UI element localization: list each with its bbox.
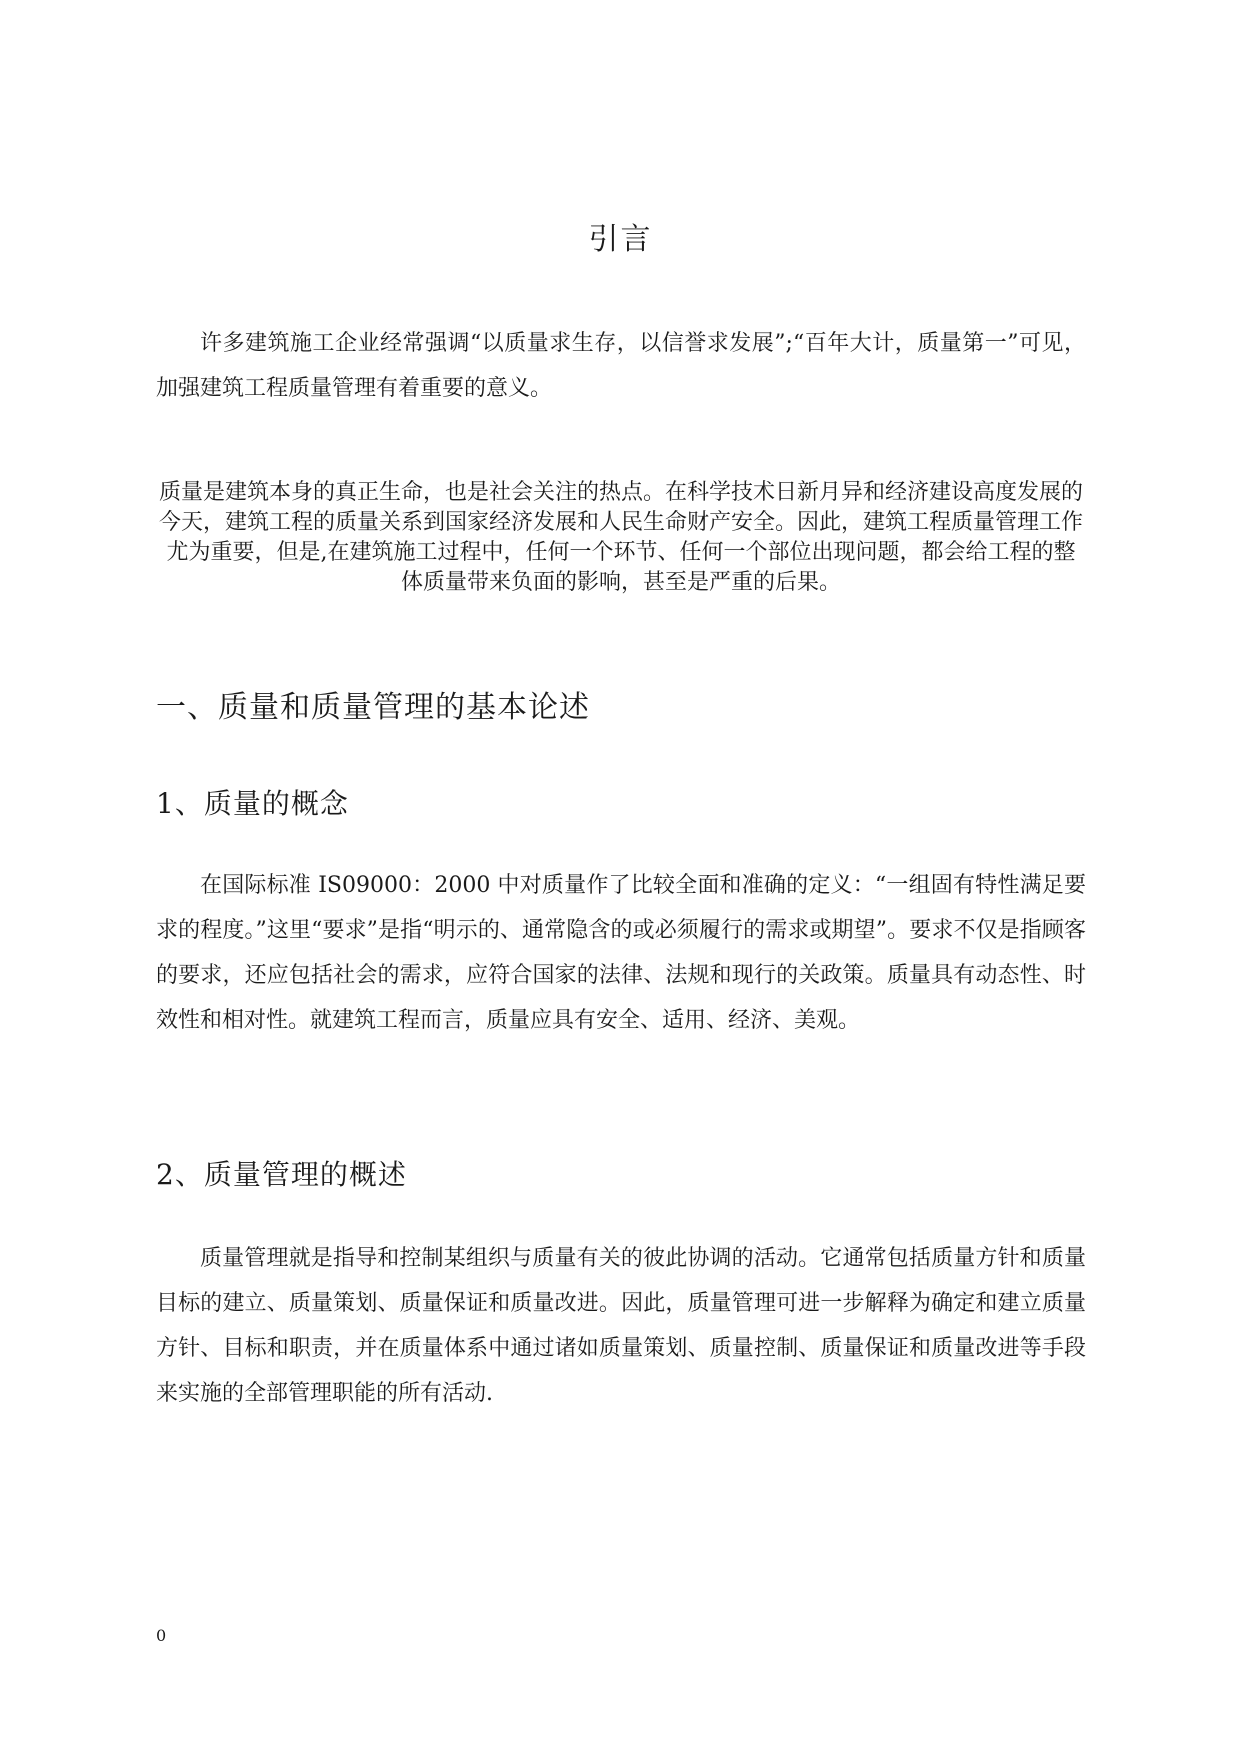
subsection-paragraph-1: 在国际标准 IS09000：2000 中对质量作了比较全面和准确的定义：“一组固有特性满足要求的程度。”这里“要求”是指“明示的、通常隐含的或必须履行的需求或期望”。要求不仅是指顾客的要求，还应包括社会的需求，应符合国家的法律、法规和现行的关政策。质量具有动态性、时效性和相对性。就建筑工程而言，质量应具有安全、适用、经济、美观。 — [156, 873, 1086, 1033]
subsection-heading-1: 1、质量的概念 — [156, 787, 349, 820]
page-number: 0 — [156, 1626, 167, 1645]
document-title: 引言 — [588, 222, 653, 257]
intro-paragraph-2: 质量是建筑本身的真正生命，也是社会关注的热点。在科学技术日新月异和经济建设高度发展的今天，建筑工程的质量关系到国家经济发展和人民生命财产安全。因此，建筑工程质量管理工作尤为重要，但是,在建筑施工过程中，任何一个环节、任何一个部位出现问题，都会给工程的整体质量带来负面的影响，甚至是严重的后果。 — [158, 480, 1083, 595]
section-heading-1: 一、质量和质量管理的基本论述 — [156, 690, 590, 725]
subsection-heading-2: 2、质量管理的概述 — [156, 1158, 407, 1191]
intro-paragraph-1: 许多建筑施工企业经常强调“以质量求生存，以信誉求发展”;“百年大计，质量第一”可见，加强建筑工程质量管理有着重要的意义。 — [156, 331, 1086, 401]
subsection-paragraph-2: 质量管理就是指导和控制某组织与质量有关的彼此协调的活动。它通常包括质量方针和质量目标的建立、质量策划、质量保证和质量改进。因此，质量管理可进一步解释为确定和建立质量方针、目标和职责，并在质量体系中通过诸如质量策划、质量控制、质量保证和质量改进等手段来实施的全部管理职能的所有活动. — [156, 1246, 1086, 1406]
